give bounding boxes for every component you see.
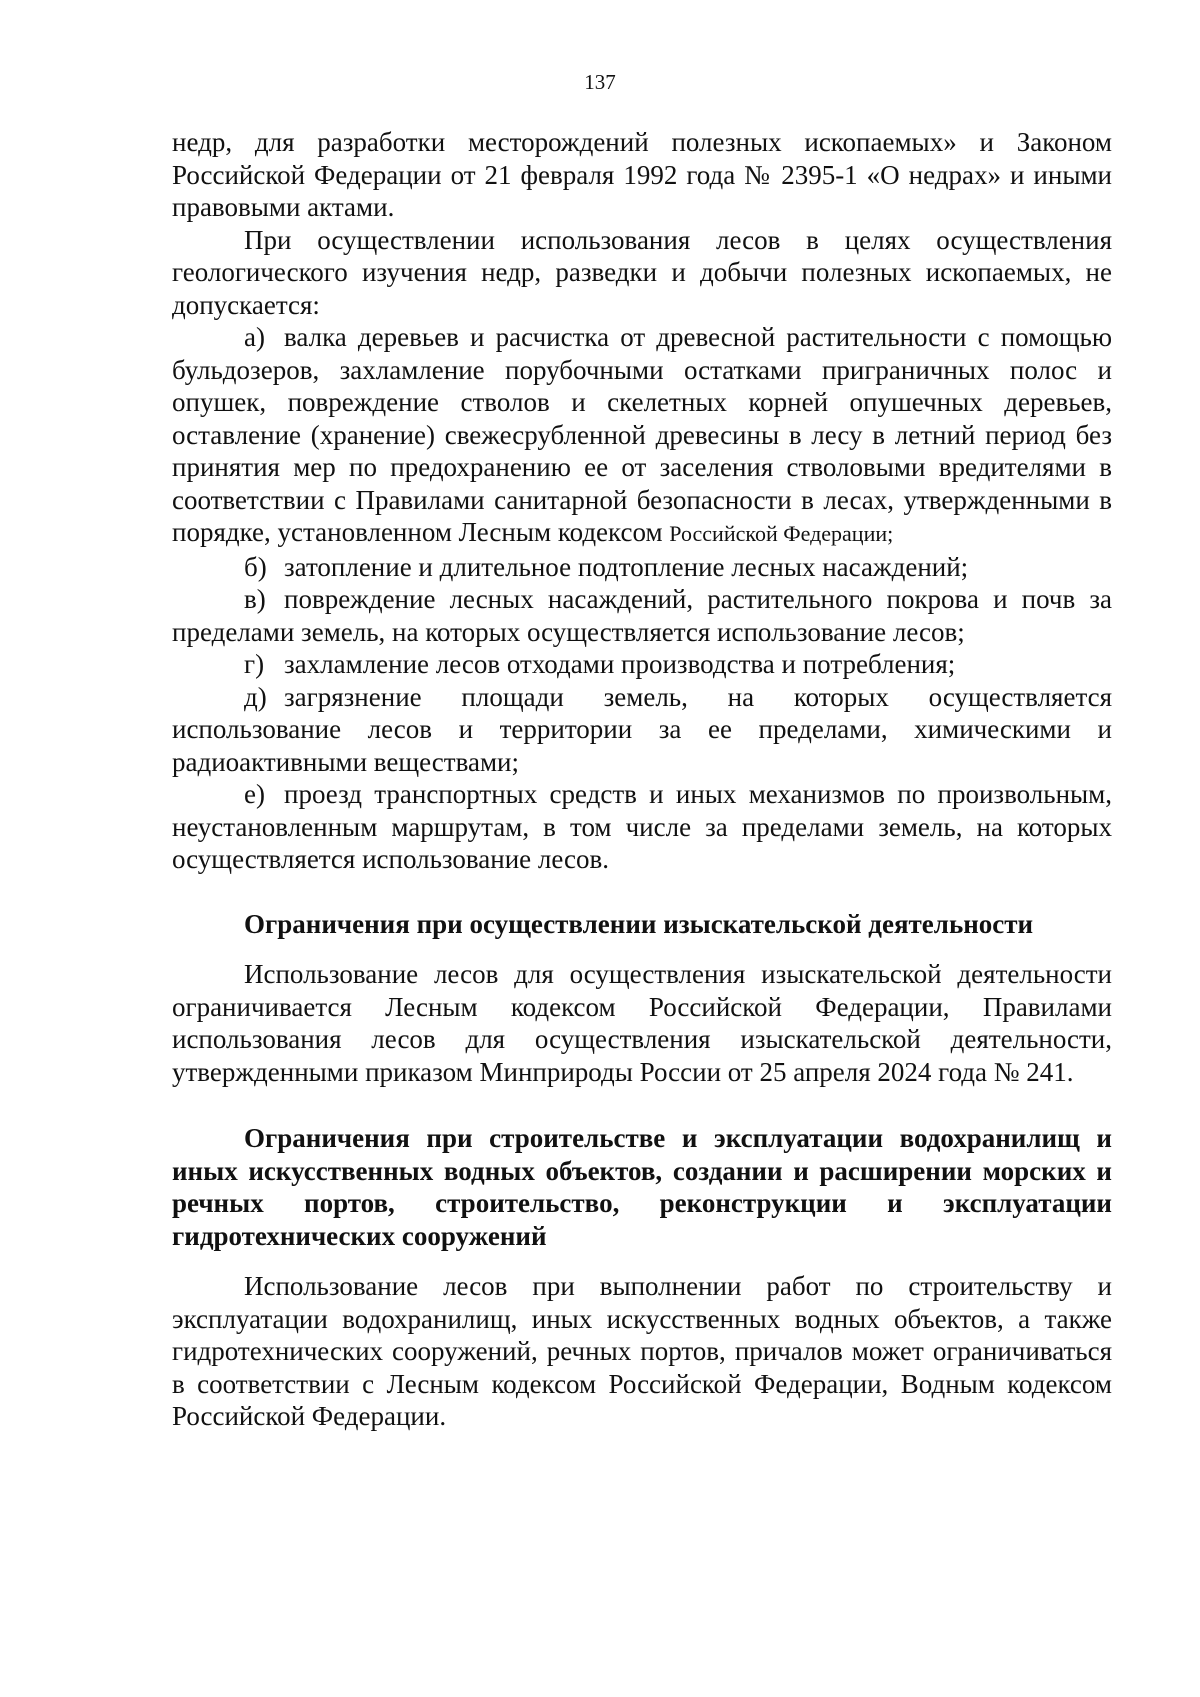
intro-lead: При осуществлении использования лесов в целях осуществления геологического изучения недр, разведки и добычи полезных ископаемых, не допускается: [172,224,1112,320]
list-item-prefix: е) [244,779,265,809]
list-item-e [172,778,1112,876]
list-item-prefix: а) [244,322,265,352]
document-body [172,126,1112,1433]
list-item-text: затопление и длительное подтопление лесных насаждений; [284,551,969,582]
section-heading-survey: Ограничения при осуществлении изыскательской деятельности [244,908,1034,939]
list-item-text: повреждение лесных насаждений, растительного покрова и почв за пределами земель, на которых осуществляется использование лесов; [172,584,1112,647]
list-item-g [172,648,1112,681]
list-item-prefix: в) [244,584,266,614]
list-item-a [172,321,1112,551]
list-item-prefix: д) [244,681,267,712]
list-item-text: захламление лесов отходами производства и потребления; [284,649,956,679]
section-heading-hydro: Ограничения при строительстве и эксплуатации водохранилищ и иных искусственных водных объектов, создании и расширении морских и речных портов, строительство, реконструкции и эксплуатации гидротехнических сооружений [172,1123,1112,1251]
list-item-prefix: б) [244,551,267,582]
list-item-text: проезд транспортных средств и иных механизмов по произвольным, неустановленным маршрутам, в том числе за пределами земель, на которых осуществляется использование лесов. [172,779,1112,874]
section-body-hydro: Использование лесов при выполнении работ по строительству и эксплуатации водохранилищ, иных искусственных водных объектов, а также гидротехнических сооружений, речных портов, причалов может ограничиваться в соответствии с Лесным кодексом Российской Федерации, Водным кодексом Российской Федерации. [172,1271,1112,1431]
list-item-b [172,551,1112,584]
page-number: 137 [584,70,616,94]
list-item-d [172,681,1112,779]
section-body-survey: Использование лесов для осуществления изыскательской деятельности ограничивается Лесным кодексом Российской Федерации, Правилами использования лесов для осуществления изыскательской деятельности, утвержденными приказом Минприроды России от 25 апреля 2024 года № 241. [172,959,1112,1087]
list-item-prefix: г) [244,649,265,679]
list-item-v [172,583,1112,648]
list-item-text: валка деревьев и расчистка от древесной растительности с помощью бульдозеров, захламление порубочными остатками приграничных полос и опушек, повреждение стволов и скелетных корней опушечных деревьев, оставление (хранение) свежесрубленной древесины в лесу в летний период без принятия мер по предохранению ее от заселения стволовыми вредителями в соответствии с Правилами санитарной безопасности в лесах, утвержденными в порядке, установленном Лесным кодексом [172,322,1112,547]
list-item-text: загрязнение площади земель, на которых осуществляется использование лесов и территории за ее пределами, химическими и радиоактивными веществами; [172,681,1112,777]
intro-continuation: недр, для разработки месторождений полезных ископаемых» и Законом Российской Федерации от 21 февраля 1992 года № 2395-1 «О недрах» и иными правовыми актами. [172,127,1112,222]
list-item-text-small: Российской Федерации; [669,521,894,546]
